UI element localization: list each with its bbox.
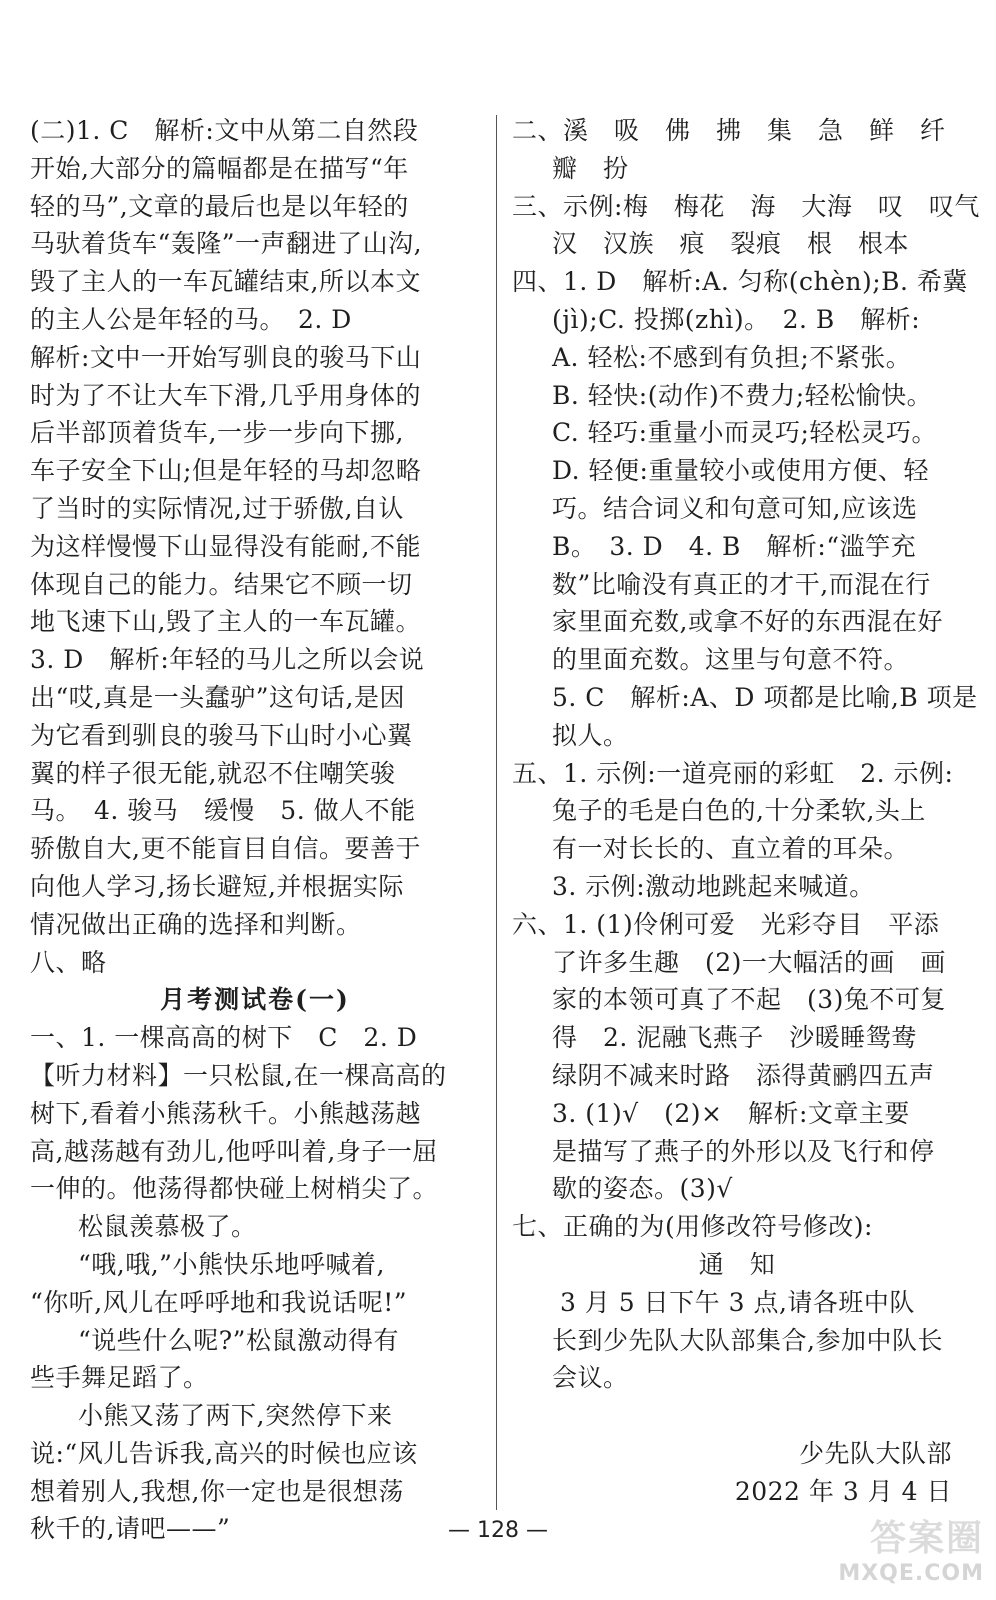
text-line: 马。 4. 骏马 缓慢 5. 做人不能	[30, 796, 416, 826]
text-line: 树下,看着小熊荡秋千。小熊越荡越	[30, 1098, 421, 1128]
text-line: 的主人公是年轻的马。 2. D	[30, 304, 352, 334]
exam-title: 月考测试卷(一)	[160, 985, 350, 1015]
text-line: 5. C 解析:A、D 项都是比喻,B 项是	[552, 682, 978, 712]
text-line: 向他人学习,扬长避短,并根据实际	[30, 871, 404, 901]
text-line: A. 轻松:不感到有负担;不紧张。	[552, 342, 912, 372]
text-line: (jì);C. 投掷(zhì)。 2. B 解析:	[552, 304, 921, 334]
notice-title: 通 知	[698, 1249, 776, 1279]
column-divider	[496, 115, 497, 1510]
notice-signature: 少先队大队部	[798, 1438, 952, 1468]
text-line: 【听力材料】一只松鼠,在一棵高高的	[30, 1060, 447, 1090]
text-line: 歇的姿态。(3)√	[552, 1174, 733, 1204]
text-line: 解析:文中一开始写驯良的骏马下山	[30, 342, 422, 372]
text-line: 绿阴不减来时路 添得黄鹂四五声	[552, 1060, 935, 1090]
page-number: — 128 —	[448, 1518, 548, 1543]
text-line: “你听,风儿在呼呼地和我说话呢!”	[30, 1287, 408, 1317]
text-line: 马驮着货车“轰隆”一声翻进了山沟,	[30, 229, 423, 259]
text-line: 3. 示例:激动地跳起来喊道。	[552, 871, 875, 901]
text-line: 体现自己的能力。结果它不顾一切	[30, 569, 413, 599]
text-line: 出“哎,真是一头蠢驴”这句话,是因	[30, 682, 405, 712]
text-line: 时为了不让大车下滑,几乎用身体的	[30, 380, 421, 410]
text-line: 3. (1)√ (2)× 解析:文章主要	[552, 1098, 910, 1128]
text-line: 长到少先队大队部集合,参加中队长	[552, 1325, 943, 1355]
text-line: 是描写了燕子的外形以及飞行和停	[552, 1136, 935, 1166]
text-line: 二、溪 吸 佛 拂 集 急 鲜 纤	[512, 116, 946, 145]
text-line: 一伸的。他荡得都快碰上树梢尖了。	[30, 1174, 439, 1204]
text-line: D. 轻便:重量较小或使用方便、轻	[552, 456, 929, 486]
text-line: 瓣 扮	[552, 153, 629, 183]
text-line: 一、1. 一棵高高的树下 C 2. D	[30, 1023, 418, 1053]
text-line: 松鼠羡慕极了。	[78, 1212, 257, 1242]
text-line: 拟人。	[552, 720, 629, 750]
text-line: B。 3. D 4. B 解析:“滥竽充	[552, 531, 917, 561]
text-line: 后半部顶着货车,一步一步向下挪,	[30, 418, 404, 448]
text-line: 3. D 解析:年轻的马儿之所以会说	[30, 645, 425, 675]
text-line: 情况做出正确的选择和判断。	[30, 909, 362, 939]
text-line: 家的本领可真了不起 (3)兔不可复	[552, 985, 946, 1015]
text-line: 轻的马”,文章的最后也是以年轻的	[30, 191, 409, 221]
text-line: 翼的样子很无能,就忍不住嘲笑骏	[30, 758, 396, 788]
text-line: 了当时的实际情况,过于骄傲,自认	[30, 493, 404, 523]
text-line: “说些什么呢?”松鼠激动得有	[78, 1325, 399, 1355]
text-line: 六、1. (1)伶俐可爱 光彩夺目 平添	[512, 909, 940, 939]
watermark-site-text: MXQE.COM	[838, 1561, 984, 1586]
text-line: 七、正确的为(用修改符号修改):	[512, 1212, 873, 1242]
text-line: 有一对长长的、直立着的耳朵。	[552, 834, 910, 864]
text-line: C. 轻巧:重量小而灵巧;轻松灵巧。	[552, 418, 937, 448]
text-line: 些手舞足蹈了。	[30, 1363, 209, 1393]
text-line: 说:“风儿告诉我,高兴的时候也应该	[30, 1438, 418, 1468]
text-line: “哦,哦,”小熊快乐地呼喊着,	[78, 1249, 385, 1279]
text-line: 小熊又荡了两下,突然停下来	[78, 1401, 393, 1431]
text-line: 五、1. 示例:一道亮丽的彩虹 2. 示例:	[512, 758, 954, 788]
text-line: 秋千的,请吧——”	[30, 1514, 231, 1544]
text-line: B. 轻快:(动作)不费力;轻松愉快。	[552, 380, 933, 410]
text-line: 汉 汉族 痕 裂痕 根 根本	[552, 229, 910, 259]
text-line: 四、1. D 解析:A. 匀称(chèn);B. 希冀	[512, 267, 968, 297]
text-line: 的里面充数。这里与句意不符。	[552, 645, 910, 675]
text-line: 高,越荡越有劲儿,他呼叫着,身子一屈	[30, 1136, 438, 1166]
text-line: 骄傲自大,更不能盲目自信。要善于	[30, 834, 421, 864]
text-line: 了许多生趣 (2)一大幅活的画 画	[552, 947, 946, 977]
right-column	[512, 112, 980, 1510]
text-line: 地飞速下山,毁了主人的一车瓦罐。	[30, 607, 421, 637]
text-line: 开始,大部分的篇幅都是在描写“年	[30, 153, 409, 183]
text-line: 为它看到驯良的骏马下山时小心翼	[30, 720, 413, 750]
text-line: 家里面充数,或拿不好的东西混在好	[552, 607, 943, 637]
text-line: 想着别人,我想,你一定也是很想荡	[30, 1476, 404, 1506]
text-line: (二)1. C 解析:文中从第二自然段	[30, 116, 419, 145]
blank-line	[512, 1397, 962, 1435]
text-line: 3 月 5 日下午 3 点,请各班中队	[560, 1287, 915, 1317]
text-line: 巧。结合词义和句意可知,应该选	[552, 493, 918, 523]
text-line: 为这样慢慢下山显得没有能耐,不能	[30, 531, 421, 561]
section-heading: 八、略	[30, 947, 107, 977]
watermark-logo-text: 答案圈	[869, 1518, 984, 1559]
left-column	[30, 112, 480, 1548]
watermark-logo	[814, 1510, 984, 1588]
notice-date: 2022 年 3 月 4 日	[734, 1476, 952, 1506]
text-line: 兔子的毛是白色的,十分柔软,头上	[552, 796, 926, 826]
text-line: 毁了主人的一车瓦罐结束,所以本文	[30, 267, 421, 297]
text-line: 三、示例:梅 梅花 海 大海 叹 叹气	[512, 191, 980, 221]
text-line: 会议。	[552, 1363, 629, 1393]
text-line: 数”比喻没有真正的才干,而混在行	[552, 569, 931, 599]
text-line: 得 2. 泥融飞燕子 沙暖睡鸳鸯	[552, 1023, 917, 1053]
text-line: 车子安全下山;但是年轻的马却忽略	[30, 456, 422, 486]
